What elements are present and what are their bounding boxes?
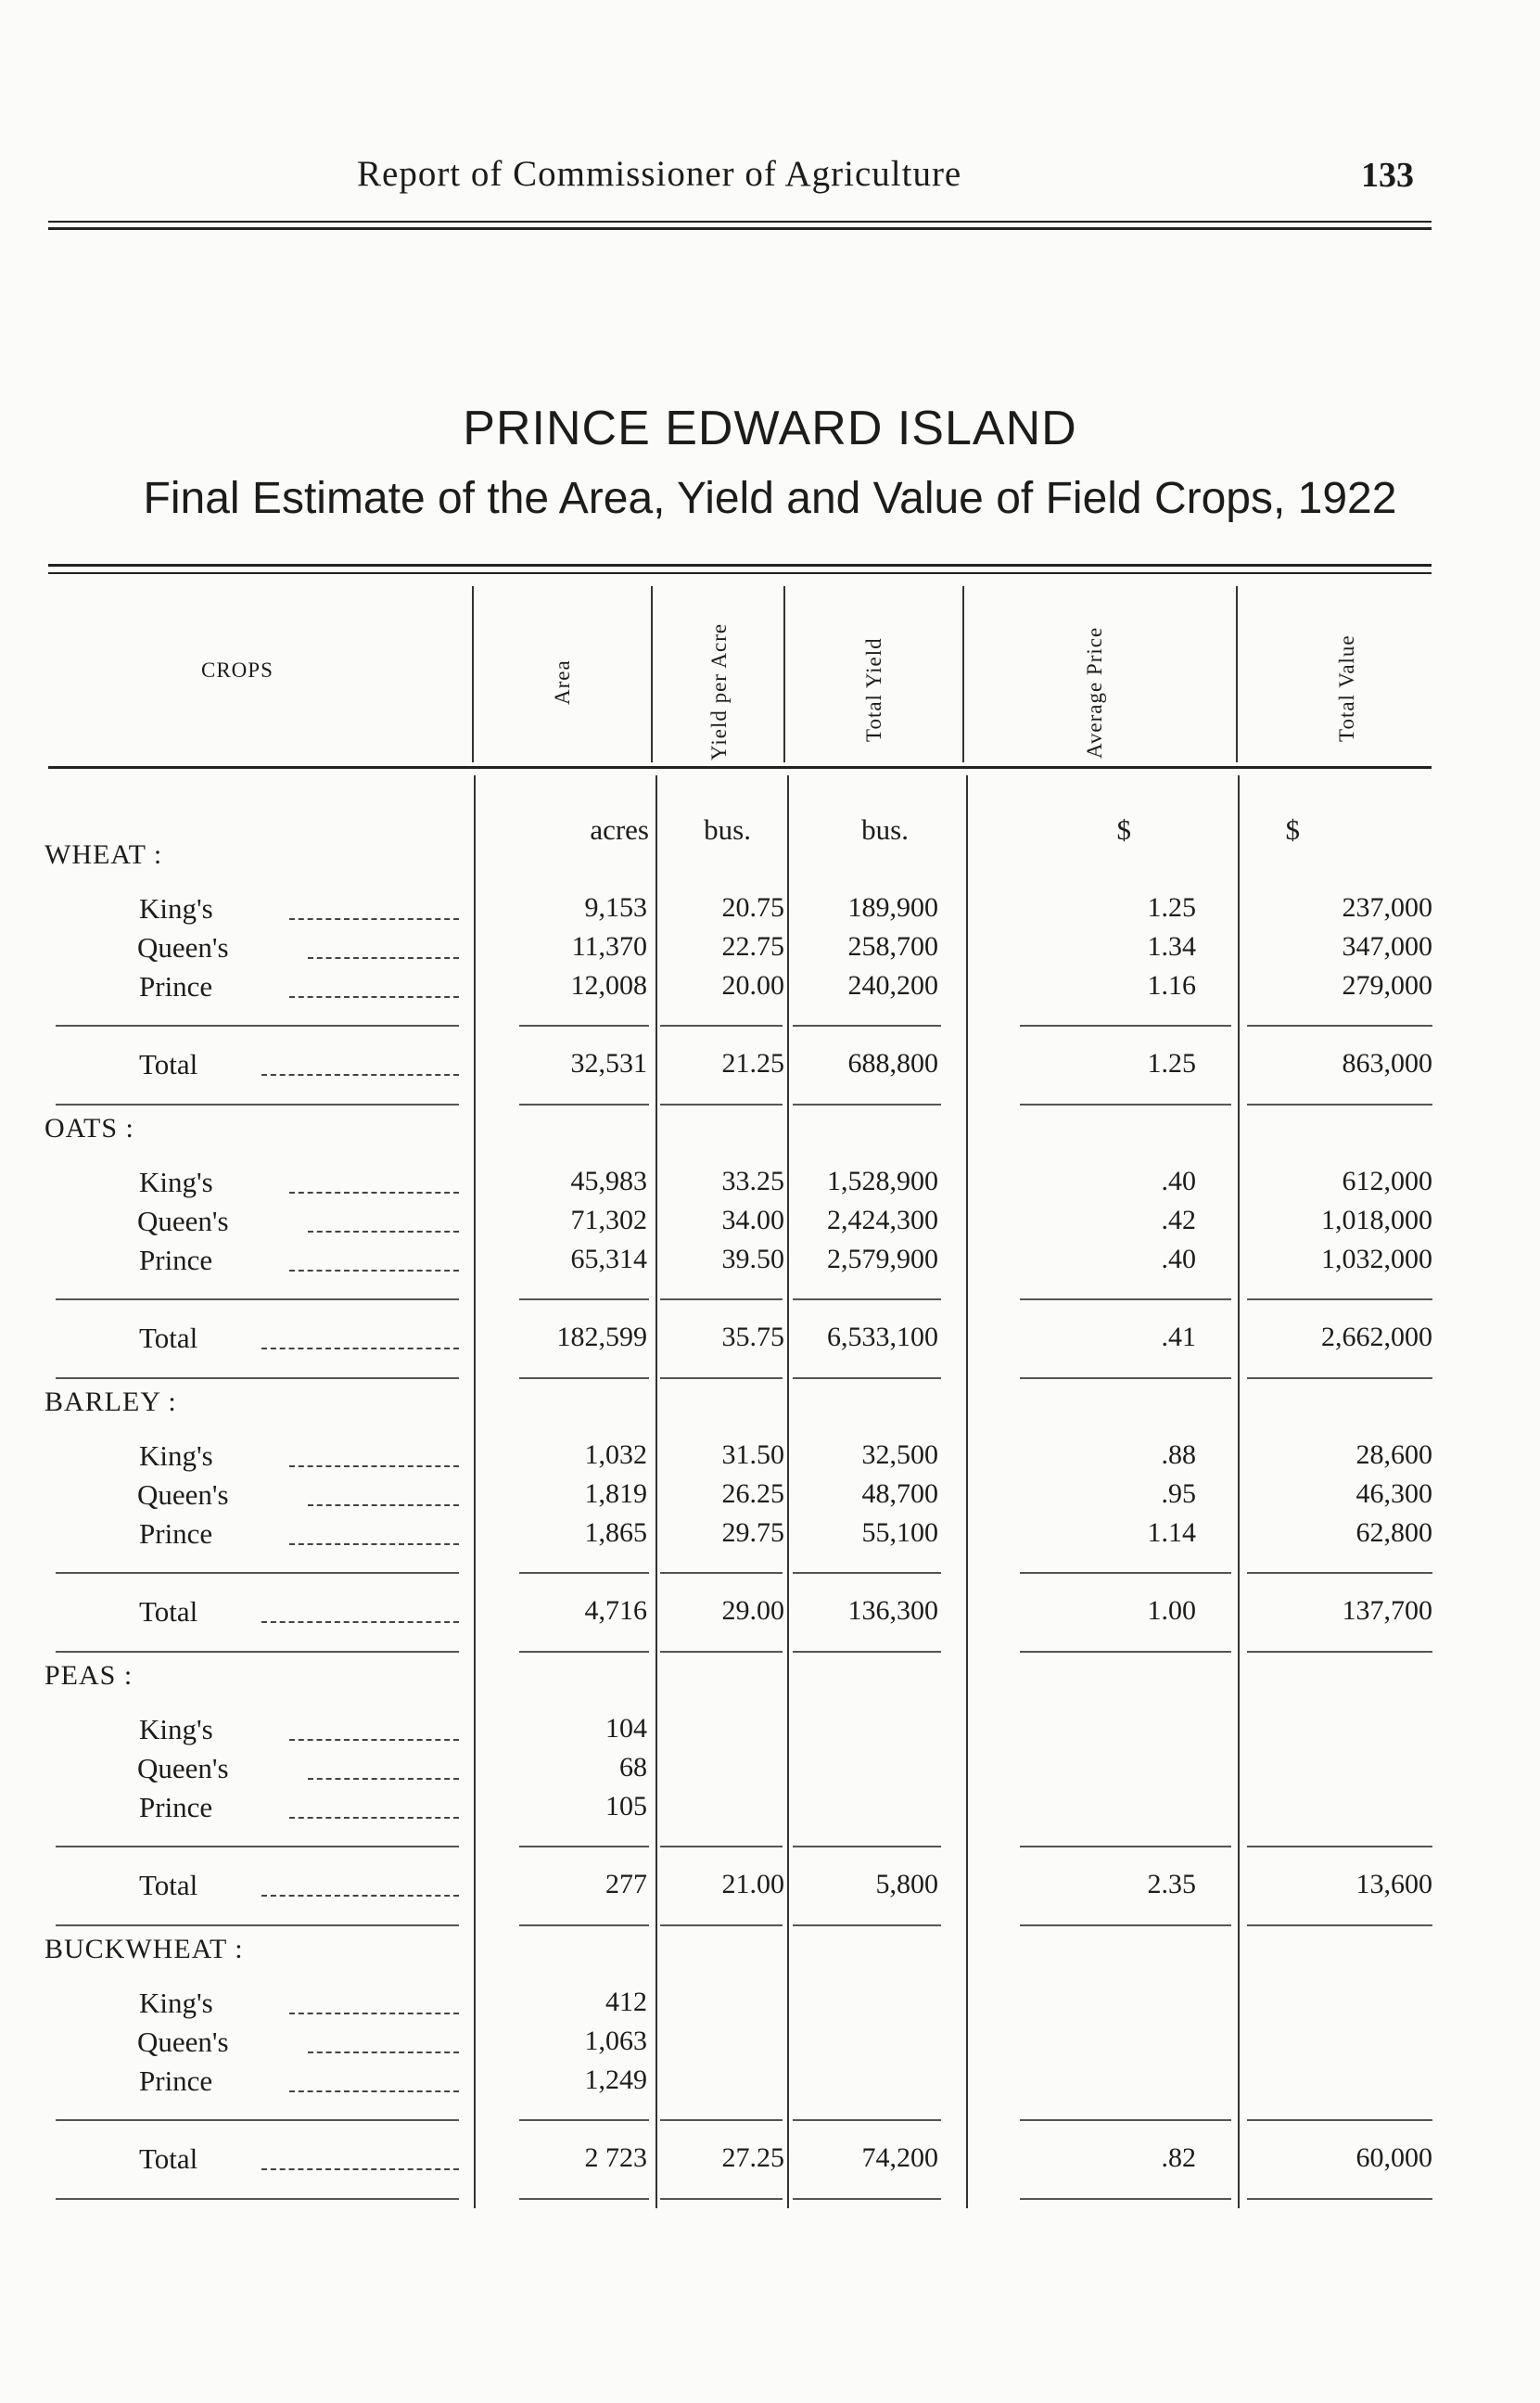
cell-total: 5,800 bbox=[875, 1869, 938, 1899]
cell-area: 4,716 bbox=[584, 1595, 647, 1626]
cell-area: 104 bbox=[605, 1713, 647, 1744]
cell-price: 1.25 bbox=[1147, 1048, 1196, 1079]
unit-total-yield: bus. bbox=[861, 813, 909, 846]
cell-yield: 26.25 bbox=[721, 1478, 784, 1509]
leader-dots bbox=[289, 918, 459, 920]
section-rule bbox=[1247, 1025, 1432, 1027]
cell-yield: 39.50 bbox=[721, 1244, 784, 1274]
cell-total: 74,200 bbox=[861, 2142, 938, 2173]
cell-total: 2,579,900 bbox=[827, 1244, 938, 1274]
cell-price: 2.35 bbox=[1147, 1869, 1196, 1899]
cell-value: 2,662,000 bbox=[1321, 1322, 1432, 1352]
cell-total: 240,200 bbox=[847, 970, 938, 1001]
page-title: PRINCE EDWARD ISLAND bbox=[463, 402, 1077, 455]
county-label: Queen's bbox=[137, 1478, 229, 1511]
section-rule bbox=[1020, 1298, 1231, 1300]
leader-dots bbox=[289, 1543, 459, 1545]
section-rule bbox=[793, 1298, 941, 1300]
cell-value: 863,000 bbox=[1342, 1048, 1432, 1079]
leader-dots bbox=[289, 2090, 459, 2092]
cell-value: 46,300 bbox=[1355, 1478, 1432, 1509]
cell-total: 258,700 bbox=[847, 931, 938, 962]
section-rule bbox=[1020, 1651, 1231, 1653]
cell-total: 32,500 bbox=[861, 1439, 938, 1470]
column-header-average-price: Average Price bbox=[1083, 626, 1106, 759]
section-rule bbox=[793, 2119, 941, 2121]
leader-dots bbox=[308, 957, 459, 959]
county-label: King's bbox=[139, 1439, 213, 1472]
cell-area: 277 bbox=[605, 1869, 647, 1899]
section-rule bbox=[519, 1846, 649, 1847]
cell-area: 1,819 bbox=[584, 1478, 647, 1509]
column-divider bbox=[783, 586, 785, 762]
header-rule-bottom bbox=[48, 227, 1432, 230]
cell-price: 1.34 bbox=[1147, 931, 1196, 962]
cell-area: 9,153 bbox=[584, 892, 647, 923]
section-rule bbox=[519, 2119, 649, 2121]
leader-dots bbox=[308, 1231, 459, 1233]
county-label: Prince bbox=[139, 1517, 213, 1550]
cell-price: 1.16 bbox=[1147, 970, 1196, 1001]
section-rule bbox=[1247, 2198, 1432, 2200]
cell-area: 1,249 bbox=[584, 2064, 647, 2095]
section-rule bbox=[793, 1924, 941, 1926]
crop-heading: WHEAT : bbox=[45, 839, 163, 870]
cell-area: 68 bbox=[619, 1752, 647, 1783]
county-label: King's bbox=[139, 1987, 213, 2019]
section-rule bbox=[56, 1846, 459, 1847]
page-subtitle: Final Estimate of the Area, Yield and Value of Field Crops, 1922 bbox=[143, 474, 1397, 523]
leader-dots bbox=[308, 1504, 459, 1506]
section-rule bbox=[1020, 1846, 1231, 1847]
crop-heading: PEAS : bbox=[45, 1660, 134, 1691]
cell-value: 612,000 bbox=[1342, 1166, 1432, 1196]
section-rule bbox=[793, 2198, 941, 2200]
section-rule bbox=[660, 1924, 783, 1926]
cell-yield: 20.75 bbox=[721, 892, 784, 923]
cell-yield: 35.75 bbox=[721, 1322, 784, 1352]
cell-price: .82 bbox=[1161, 2142, 1196, 2173]
county-label: King's bbox=[139, 892, 213, 925]
cell-yield: 33.25 bbox=[721, 1166, 784, 1196]
header-rule-top bbox=[48, 221, 1432, 223]
leader-dots bbox=[308, 1778, 459, 1780]
section-rule bbox=[1247, 1298, 1432, 1300]
section-rule bbox=[660, 1298, 783, 1300]
section-rule bbox=[1020, 1572, 1231, 1574]
county-label: Prince bbox=[139, 2064, 213, 2097]
section-rule bbox=[519, 1298, 649, 1300]
column-divider bbox=[962, 586, 964, 762]
section-rule bbox=[660, 1377, 783, 1379]
unit-yield-per-acre: bus. bbox=[704, 813, 751, 846]
unit-area: acres bbox=[590, 813, 649, 846]
header-bottom-rule bbox=[48, 766, 1432, 769]
county-label: Prince bbox=[139, 1791, 213, 1823]
cell-area: 182,599 bbox=[556, 1322, 647, 1352]
section-rule bbox=[660, 1025, 783, 1027]
cell-area: 412 bbox=[605, 1987, 647, 2017]
county-label: King's bbox=[139, 1166, 213, 1198]
cell-price: .88 bbox=[1161, 1439, 1196, 1470]
county-label: Prince bbox=[139, 1244, 213, 1276]
cell-total: 688,800 bbox=[847, 1048, 938, 1079]
section-rule bbox=[519, 1025, 649, 1027]
cell-yield: 31.50 bbox=[721, 1439, 784, 1470]
cell-value: 137,700 bbox=[1342, 1595, 1432, 1626]
cell-price: 1.25 bbox=[1147, 892, 1196, 923]
cell-area: 65,314 bbox=[570, 1244, 647, 1274]
section-rule bbox=[56, 1025, 459, 1027]
section-rule bbox=[793, 1377, 941, 1379]
section-rule bbox=[793, 1651, 941, 1653]
column-header-crops: CROPS bbox=[201, 658, 274, 682]
table-rule-top-1 bbox=[48, 564, 1432, 567]
county-label: Queen's bbox=[137, 1205, 229, 1237]
column-header-yield-per-acre: Yield per Acre bbox=[707, 622, 731, 761]
cell-price: .40 bbox=[1161, 1166, 1196, 1196]
cell-total: 48,700 bbox=[861, 1478, 938, 1509]
county-label: Queen's bbox=[137, 2026, 229, 2058]
section-rule bbox=[56, 1377, 459, 1379]
page-number: 133 bbox=[1361, 156, 1414, 195]
crop-heading: OATS : bbox=[45, 1113, 134, 1144]
section-rule bbox=[793, 1846, 941, 1847]
cell-yield: 29.00 bbox=[721, 1595, 784, 1626]
cell-total: 189,900 bbox=[847, 892, 938, 923]
total-label: Total bbox=[139, 1048, 198, 1080]
section-rule bbox=[1247, 1104, 1432, 1106]
section-rule bbox=[56, 1572, 459, 1574]
column-divider bbox=[651, 586, 653, 762]
cell-price: 1.14 bbox=[1147, 1517, 1196, 1548]
leader-dots bbox=[289, 1739, 459, 1741]
section-rule bbox=[1020, 1377, 1231, 1379]
cell-yield: 21.25 bbox=[721, 1048, 784, 1079]
section-rule bbox=[1020, 2198, 1231, 2200]
section-rule bbox=[519, 1572, 649, 1574]
section-rule bbox=[660, 1572, 783, 1574]
cell-area: 1,032 bbox=[584, 1439, 647, 1470]
section-rule bbox=[56, 1104, 459, 1106]
cell-total: 55,100 bbox=[861, 1517, 938, 1548]
section-rule bbox=[519, 1377, 649, 1379]
cell-value: 237,000 bbox=[1342, 892, 1432, 923]
leader-dots bbox=[289, 1192, 459, 1194]
leader-dots bbox=[261, 1074, 459, 1076]
section-rule bbox=[1247, 1846, 1432, 1847]
cell-price: .40 bbox=[1161, 1244, 1196, 1274]
running-head bbox=[0, 153, 1540, 209]
cell-yield: 20.00 bbox=[721, 970, 784, 1001]
cell-value: 279,000 bbox=[1342, 970, 1432, 1001]
column-header-total-value: Total Value bbox=[1335, 634, 1358, 742]
section-rule bbox=[1020, 1025, 1231, 1027]
leader-dots bbox=[289, 1817, 459, 1819]
leader-dots bbox=[261, 1895, 459, 1897]
section-rule bbox=[793, 1104, 941, 1106]
section-rule bbox=[56, 1651, 459, 1653]
county-label: Queen's bbox=[137, 1752, 229, 1784]
county-label: Queen's bbox=[137, 931, 229, 964]
leader-dots bbox=[289, 1270, 459, 1272]
county-label: Prince bbox=[139, 970, 213, 1003]
section-rule bbox=[1020, 1924, 1231, 1926]
section-rule bbox=[660, 1846, 783, 1847]
section-rule bbox=[56, 1924, 459, 1926]
total-label: Total bbox=[139, 1322, 198, 1354]
column-divider bbox=[1236, 586, 1238, 762]
section-rule bbox=[660, 1651, 783, 1653]
section-rule bbox=[1247, 1377, 1432, 1379]
cell-area: 1,865 bbox=[584, 1517, 647, 1548]
table-rule-top-2 bbox=[48, 572, 1432, 574]
cell-price: .42 bbox=[1161, 1205, 1196, 1235]
section-rule bbox=[660, 2119, 783, 2121]
cell-price: .95 bbox=[1161, 1478, 1196, 1509]
section-rule bbox=[1247, 1572, 1432, 1574]
cell-value: 62,800 bbox=[1355, 1517, 1432, 1548]
cell-area: 105 bbox=[605, 1791, 647, 1821]
cell-area: 32,531 bbox=[570, 1048, 647, 1079]
leader-dots bbox=[289, 2013, 459, 2014]
column-divider bbox=[966, 775, 968, 2208]
section-rule bbox=[1247, 1651, 1432, 1653]
cell-total: 136,300 bbox=[847, 1595, 938, 1626]
total-label: Total bbox=[139, 1595, 198, 1628]
running-head-title: Report of Commissioner of Agriculture bbox=[357, 154, 962, 194]
section-rule bbox=[519, 1104, 649, 1106]
total-label: Total bbox=[139, 1869, 198, 1901]
cell-value: 60,000 bbox=[1355, 2142, 1432, 2173]
county-label: King's bbox=[139, 1713, 213, 1745]
unit-total-value: $ bbox=[1285, 813, 1300, 846]
cell-yield: 22.75 bbox=[721, 931, 784, 962]
section-rule bbox=[519, 1924, 649, 1926]
cell-yield: 21.00 bbox=[721, 1869, 784, 1899]
section-rule bbox=[56, 2119, 459, 2121]
section-rule bbox=[56, 2198, 459, 2200]
total-label: Total bbox=[139, 2142, 198, 2175]
cell-area: 2 723 bbox=[584, 2142, 647, 2173]
cell-total: 6,533,100 bbox=[827, 1322, 938, 1352]
cell-value: 1,018,000 bbox=[1321, 1205, 1432, 1235]
leader-dots bbox=[308, 2051, 459, 2053]
column-header-area: Area bbox=[551, 659, 574, 705]
cell-area: 71,302 bbox=[570, 1205, 647, 1235]
section-rule bbox=[793, 1025, 941, 1027]
cell-value: 13,600 bbox=[1355, 1869, 1432, 1899]
section-rule bbox=[1247, 2119, 1432, 2121]
unit-average-price: $ bbox=[1116, 813, 1131, 846]
cell-yield: 27.25 bbox=[721, 2142, 784, 2173]
section-rule bbox=[519, 2198, 649, 2200]
cell-total: 1,528,900 bbox=[827, 1166, 938, 1196]
section-rule bbox=[56, 1298, 459, 1300]
column-divider bbox=[1238, 775, 1240, 2208]
leader-dots bbox=[261, 2168, 459, 2170]
cell-area: 45,983 bbox=[570, 1166, 647, 1196]
cell-yield: 34.00 bbox=[721, 1205, 784, 1235]
cell-price: 1.00 bbox=[1147, 1595, 1196, 1626]
cell-price: .41 bbox=[1161, 1322, 1196, 1352]
cell-value: 28,600 bbox=[1355, 1439, 1432, 1470]
section-rule bbox=[793, 1572, 941, 1574]
leader-dots bbox=[261, 1348, 459, 1349]
cell-area: 11,370 bbox=[571, 931, 647, 962]
leader-dots bbox=[289, 1465, 459, 1467]
cell-area: 12,008 bbox=[570, 970, 647, 1001]
cell-value: 347,000 bbox=[1342, 931, 1432, 962]
column-header-total-yield: Total Yield bbox=[862, 637, 885, 742]
leader-dots bbox=[289, 996, 459, 998]
column-divider bbox=[472, 586, 474, 762]
leader-dots bbox=[261, 1621, 459, 1623]
section-rule bbox=[519, 1651, 649, 1653]
cell-area: 1,063 bbox=[584, 2026, 647, 2056]
cell-value: 1,032,000 bbox=[1321, 1244, 1432, 1274]
section-rule bbox=[1247, 1924, 1432, 1926]
section-rule bbox=[660, 1104, 783, 1106]
crop-heading: BARLEY : bbox=[45, 1387, 177, 1417]
section-rule bbox=[1020, 2119, 1231, 2121]
section-rule bbox=[660, 2198, 783, 2200]
cell-yield: 29.75 bbox=[721, 1517, 784, 1548]
cell-total: 2,424,300 bbox=[827, 1205, 938, 1235]
section-rule bbox=[1020, 1104, 1231, 1106]
crop-heading: BUCKWHEAT : bbox=[45, 1934, 244, 1964]
